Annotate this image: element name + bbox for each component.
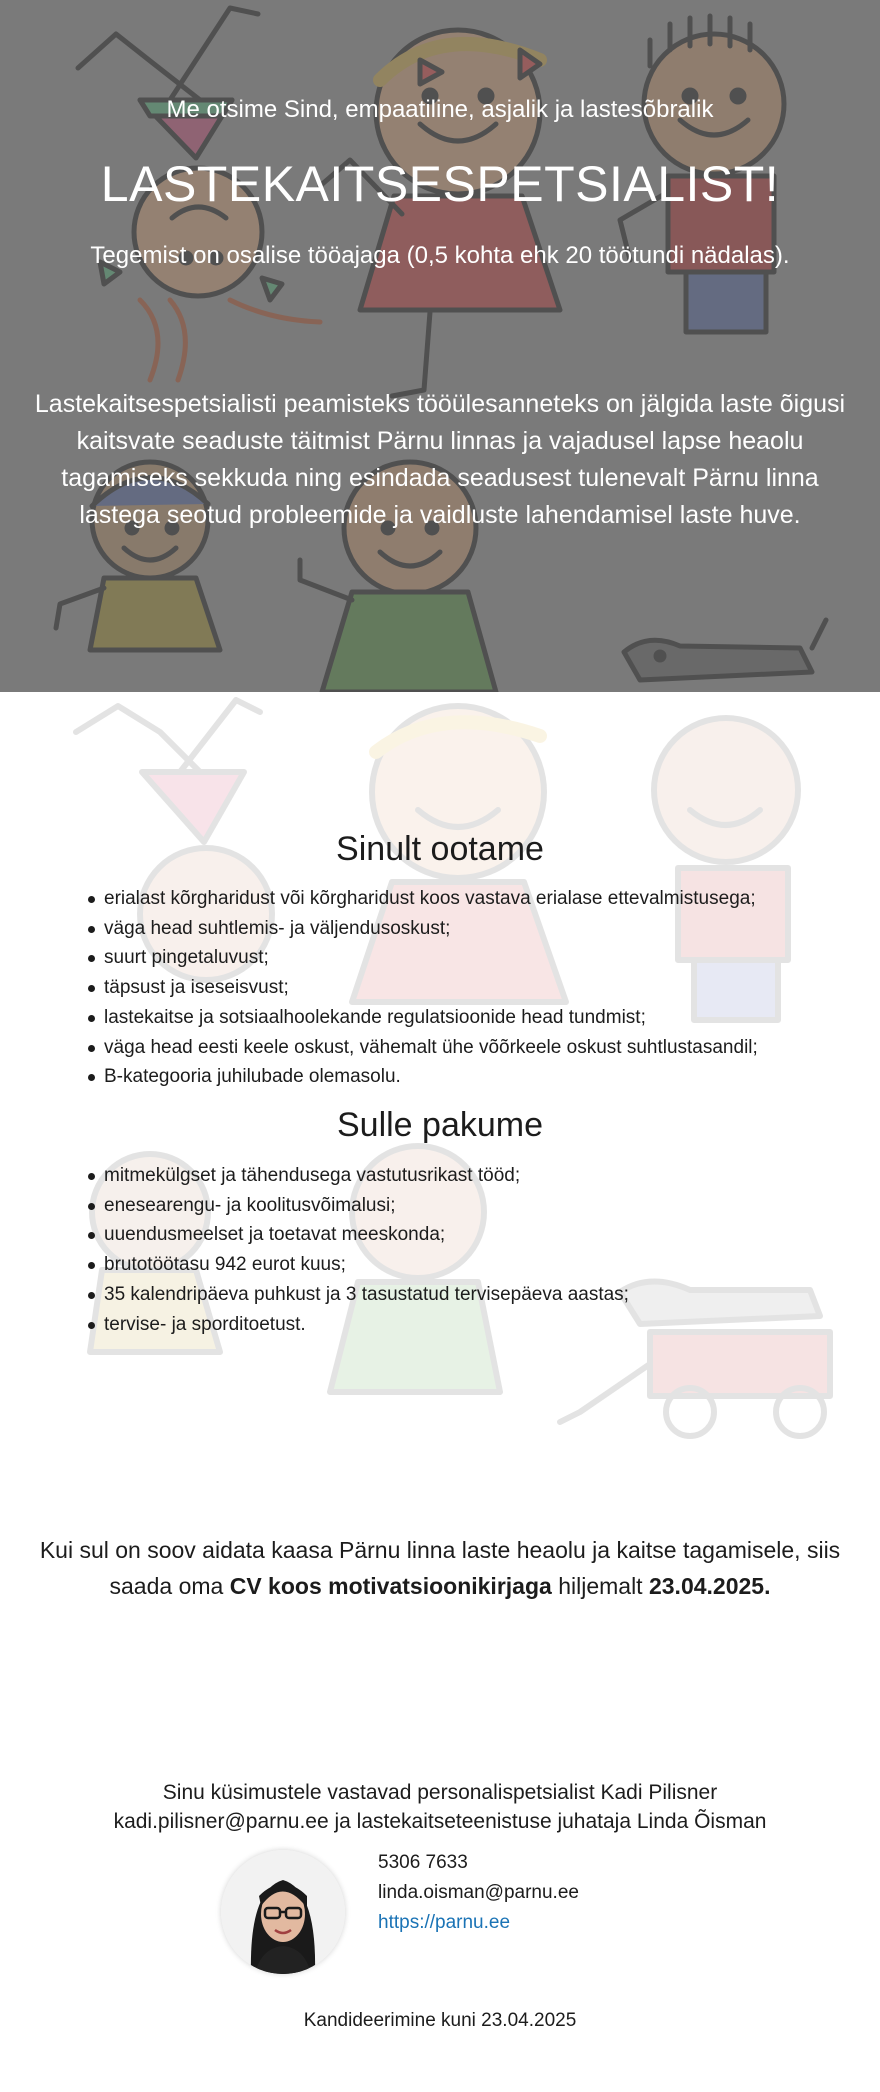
list-item: brutotöötasu 942 eurot kuus; [86, 1250, 629, 1280]
application-deadline: Kandideerimine kuni 23.04.2025 [303, 2010, 577, 2031]
list-item: väga head eesti keele oskust, vähemalt ühe võõrkeele oskust suhtlustasandil; [86, 1033, 758, 1063]
expect-list [86, 884, 758, 1092]
hero-description: Lastekaitsespetsialisti peamisteks tööülesanneteks on jälgida laste õigusi kaitsvate seaduste täitmist Pärnu linnas ja vajadusel lapse heaolu tagamiseks sekkuda ning esindada seadusest tulenevalt Pärnu linna lastega seotud probleemide ja vaidluste lahendamisel laste huve. [34, 390, 846, 529]
list-item: suurt pingetaluvust; [86, 943, 758, 973]
cta-text-1: Kui sul on soov aidata kaasa Pärnu linna laste heaolu ja kaitse tagamisele, siis saada oma [39, 1537, 841, 1599]
cta-text-2: hiljemalt [551, 1573, 649, 1599]
cta-cv-letter: CV koos motivatsioonikirjaga [229, 1573, 552, 1599]
list-item: tervise- ja sporditoetust. [86, 1310, 629, 1340]
requirements-section [0, 692, 880, 1502]
offer-list [86, 1161, 629, 1339]
page-title: LASTEKAITSESPETSIALIST! [100, 156, 780, 212]
hero-intro: Me otsime Sind, empaatiline, asjalik ja lastesõbralik [166, 96, 714, 123]
contact-phone: 5306 7633 [378, 1852, 468, 1873]
list-item: väga head suhtlemis- ja väljendusoskust; [86, 914, 758, 944]
list-item: täpsust ja iseseisvust; [86, 973, 758, 1003]
list-item: enesearengu- ja koolitusvõimalusi; [86, 1191, 629, 1221]
call-to-action [30, 1532, 850, 1604]
expect-title: Sinult ootame [336, 830, 544, 868]
list-item: 35 kalendripäeva puhkust ja 3 tasustatud tervisepäeva aastas; [86, 1280, 629, 1310]
person-portrait-icon [221, 1850, 345, 1974]
list-item: mitmekülgset ja tähendusega vastutusrikast tööd; [86, 1161, 629, 1191]
list-item: lastekaitse ja sotsiaalhoolekande regulatsioonide head tundmist; [86, 1003, 758, 1033]
contact-line-2: kadi.pilisner@parnu.ee ja lastekaitseteenistuse juhataja Linda Õisman [113, 1810, 767, 1833]
contact-email[interactable]: linda.oisman@parnu.ee [378, 1882, 579, 1903]
contact-avatar [221, 1850, 345, 1974]
list-item: erialast kõrgharidust või kõrgharidust koos vastava erialase ettevalmistusega; [86, 884, 758, 914]
contact-line-1: Sinu küsimustele vastavad personalispetsialist Kadi Pilisner [162, 1781, 718, 1804]
hero-subtitle: Tegemist on osalise tööajaga (0,5 kohta ehk 20 töötundi nädalas). [90, 242, 790, 269]
hero-banner [0, 0, 880, 692]
list-item: uuendusmeelset ja toetavat meeskonda; [86, 1220, 629, 1250]
offer-title: Sulle pakume [336, 1106, 543, 1144]
cta-deadline-date: 23.04.2025. [648, 1573, 771, 1599]
children-drawing-watermark [0, 692, 880, 1502]
list-item: B-kategooria juhilubade olemasolu. [86, 1062, 758, 1092]
website-link[interactable]: https://parnu.ee [378, 1912, 511, 1933]
contact-info [0, 1778, 880, 1836]
